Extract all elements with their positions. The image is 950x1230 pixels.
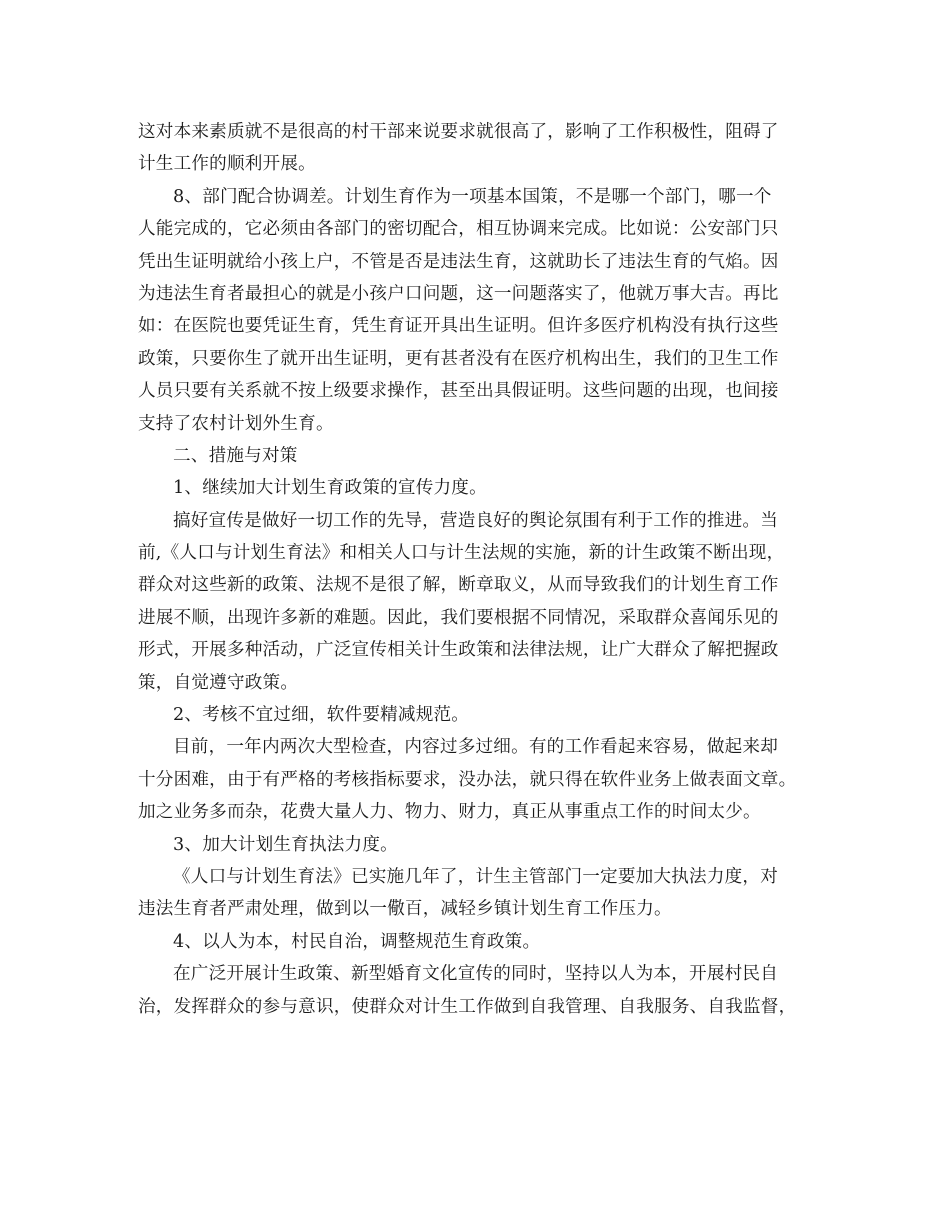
text-line: 3、加大计划生育执法力度。 <box>173 834 398 855</box>
text-line: 凭出生证明就给小孩上户，不管是否是违法生育，这就助长了违法生育的气焰。因 <box>138 251 779 272</box>
text-line: 支持了农村计划外生育。 <box>138 413 334 434</box>
text-line: 加之业务多而杂，花费大量人力、物力、财力，真正从事重点工作的时间太少。 <box>138 802 761 823</box>
text-line: 搞好宣传是做好一切工作的先导，营造良好的舆论氛围有利于工作的推进。当 <box>173 510 778 531</box>
text-line: 进展不顺，出现许多新的难题。因此，我们要根据不同情况，采取群众喜闻乐见的 <box>138 607 779 628</box>
text-line: 形式，开展多种活动，广泛宣传相关计生政策和法律法规，让广大群众了解把握政 <box>138 640 779 661</box>
text-line: 在广泛开展计生政策、新型婚育文化宣传的同时，坚持以人为本，开展村民自 <box>173 964 778 985</box>
text-line: 2、考核不宜过细，软件要精减规范。 <box>173 705 470 726</box>
text-line: 目前，一年内两次大型检查，内容过多过细。有的工作看起来容易，做起来却 <box>173 737 778 758</box>
text-line: 计生工作的顺利开展。 <box>138 154 316 175</box>
text-line: 策，自觉遵守政策。 <box>138 672 299 693</box>
text-line: 4、以人为本，村民自治，调整规范生育政策。 <box>173 931 541 952</box>
text-line: 违法生育者严肃处理，做到以一儆百，减轻乡镇计划生育工作压力。 <box>138 899 672 920</box>
text-line: 群众对这些新的政策、法规不是很了解，断章取义，从而导致我们的计划生育工作 <box>138 575 779 596</box>
text-line: 8、部门配合协调差。计划生育作为一项基本国策，不是哪一个部门，哪一个 <box>173 186 772 207</box>
text-line: 如：在医院也要凭证生育，凭生育证开具出生证明。但许多医疗机构没有执行这些 <box>138 316 779 337</box>
text-line: 政策，只要你生了就开出生证明，更有甚者没有在医疗机构出生，我们的卫生工作 <box>138 348 779 369</box>
text-line: 1、继续加大计划生育政策的宣传力度。 <box>173 478 487 499</box>
document-body <box>138 116 814 1023</box>
text-line: 人员只要有关系就不按上级要求操作，甚至出具假证明。这些问题的出现，也间接 <box>138 381 779 402</box>
text-line: 十分困难，由于有严格的考核指标要求，没办法，就只得在软件业务上做表面文章。 <box>138 769 797 790</box>
text-line: 为违法生育者最担心的就是小孩户口问题，这一问题落实了，他就万事大吉。再比 <box>138 283 779 304</box>
text-line: 《人口与计划生育法》已实施几年了，计生主管部门一定要加大执法力度，对 <box>173 866 778 887</box>
text-line: 这对本来素质就不是很高的村干部来说要求就很高了，影响了工作积极性，阻碍了 <box>138 122 779 142</box>
text-line: 治，发挥群众的参与意识，使群众对计生工作做到自我管理、自我服务、自我监督， <box>138 996 797 1017</box>
text-line: 二、措施与对策 <box>173 445 298 466</box>
text-line: 人能完成的，它必须由各部门的密切配合，相互协调来完成。比如说：公安部门只 <box>138 219 779 240</box>
text-line: 前,《人口与计划生育法》和相关人口与计生法规的实施，新的计生政策不断出现， <box>138 543 785 564</box>
